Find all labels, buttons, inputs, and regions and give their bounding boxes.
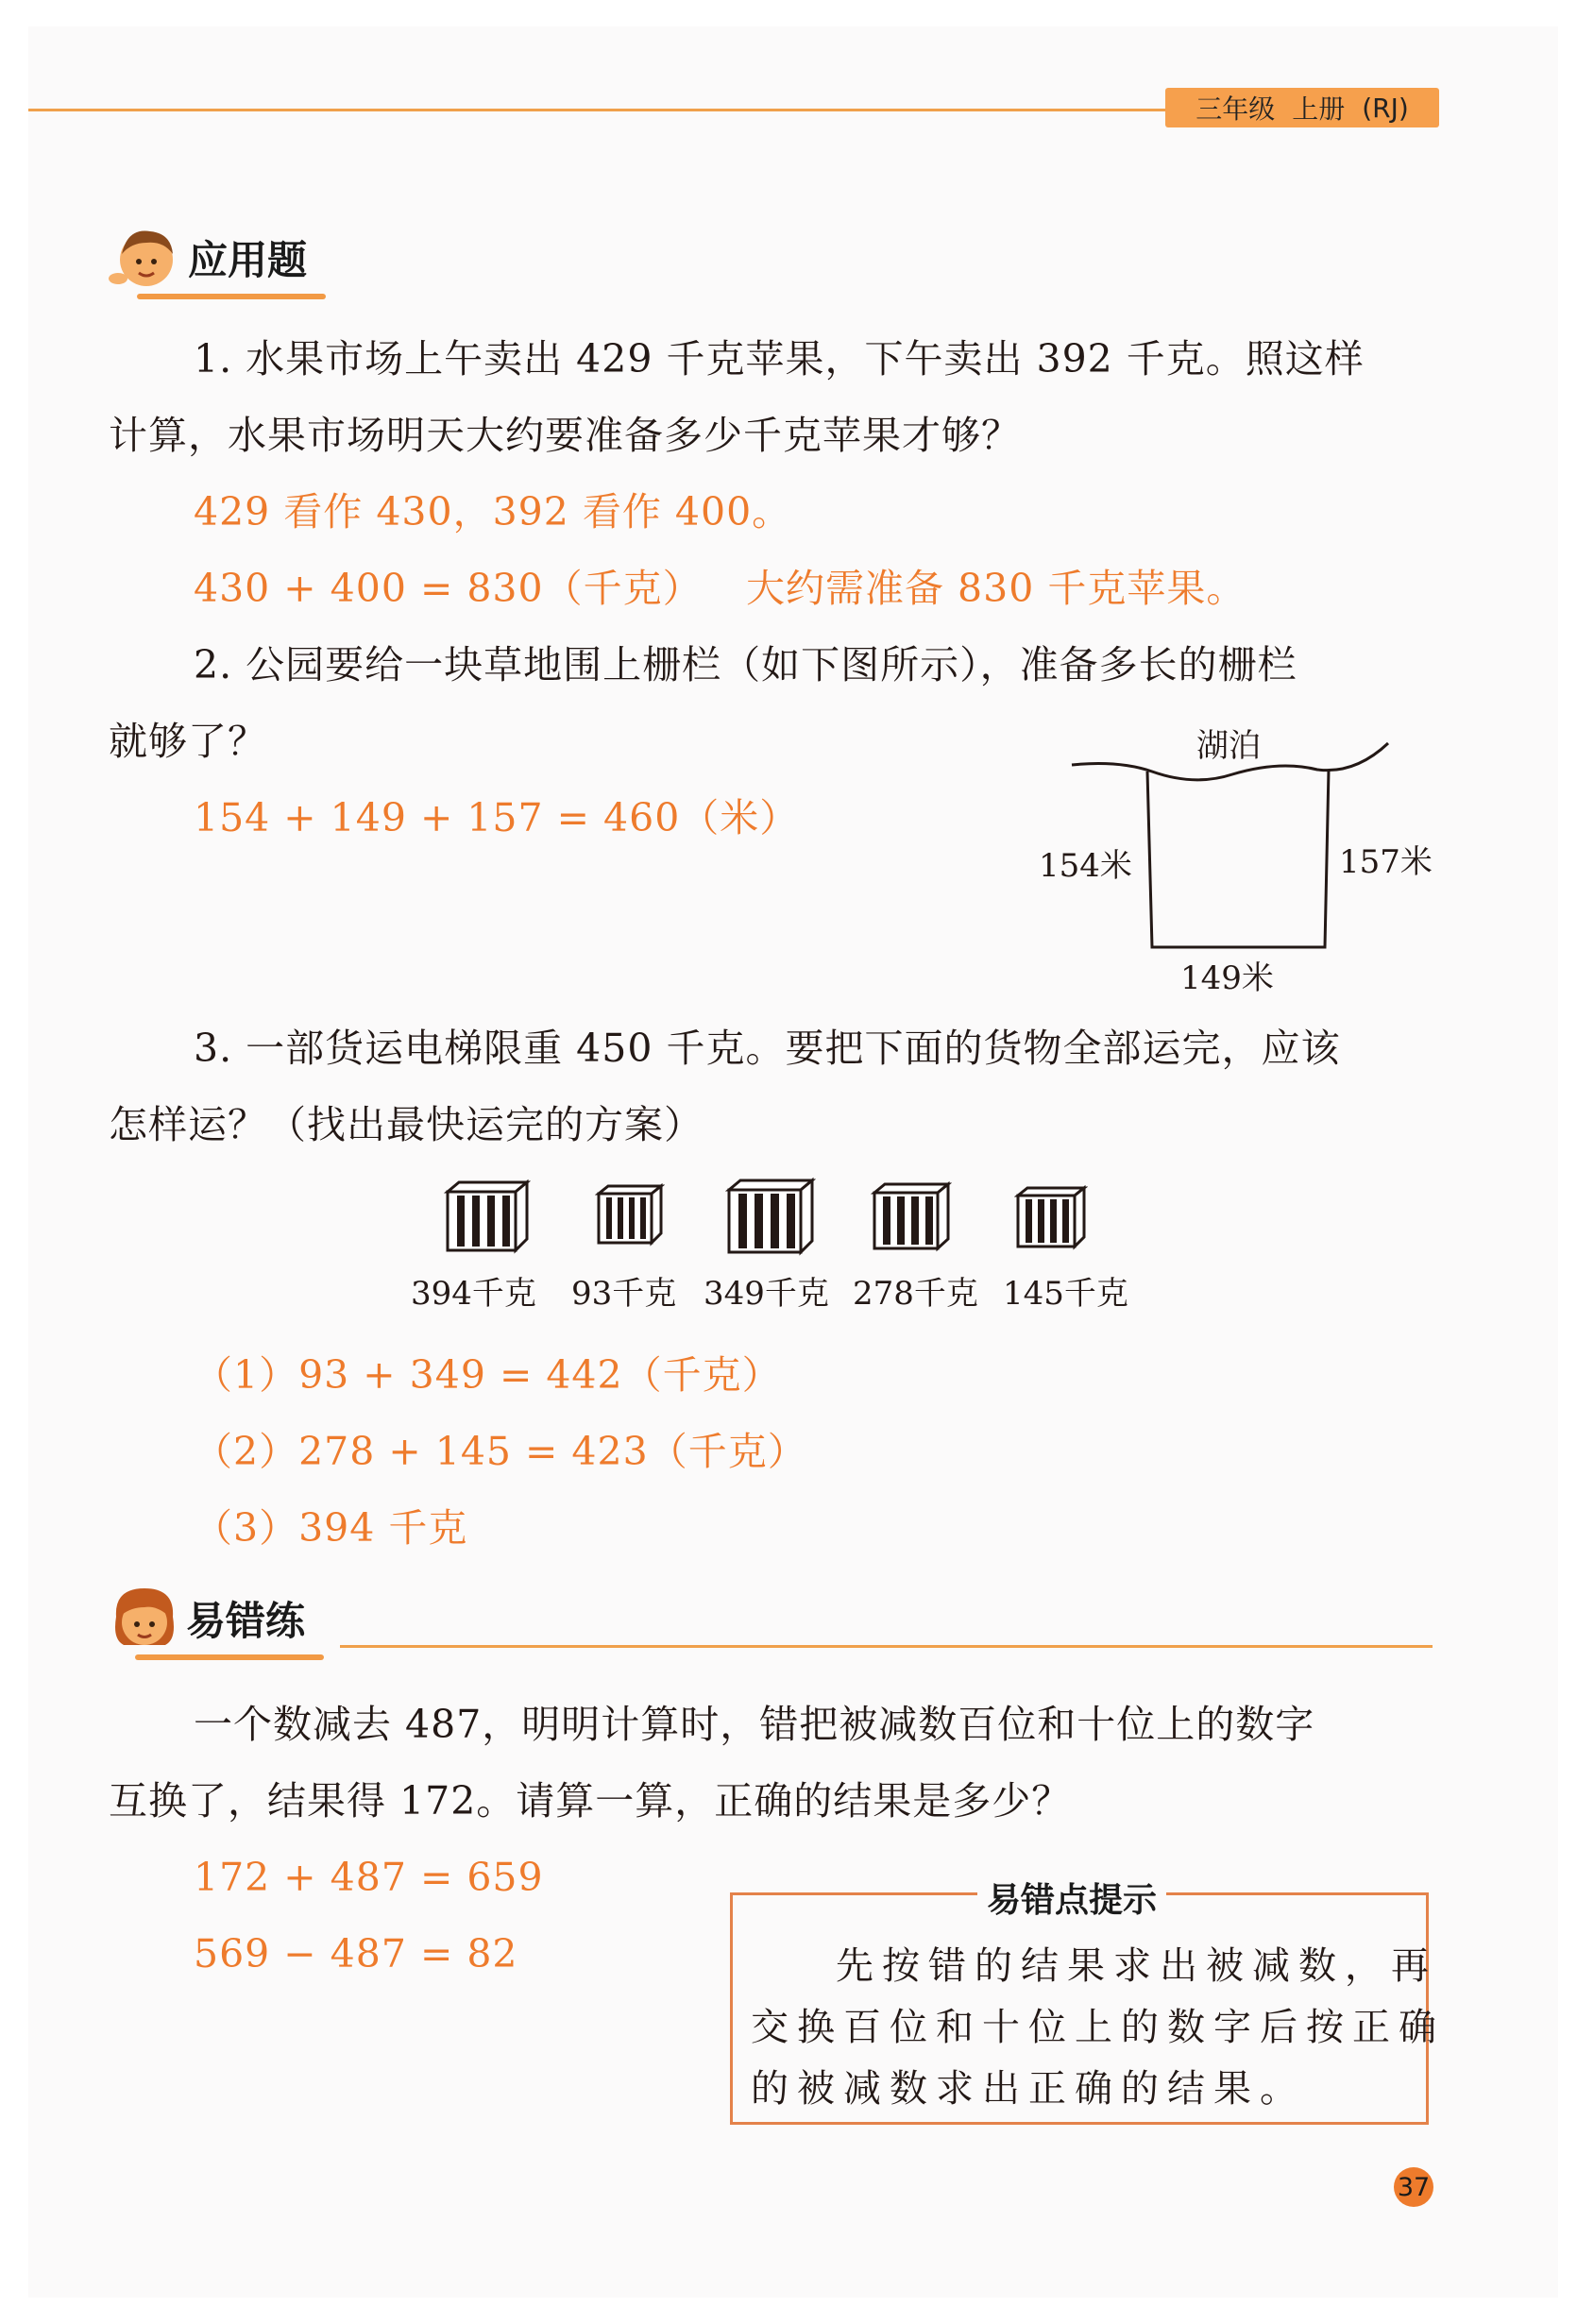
q4-answer-2: 569 − 487 = 82	[194, 1931, 518, 1976]
q1-answer-sentence: 大约需准备 830 千克苹果。	[746, 566, 1246, 611]
grade-label: 三年级	[1196, 93, 1276, 125]
crate-weight-label: 349千克	[704, 1275, 829, 1313]
page-number: 37	[1394, 2167, 1433, 2207]
q4-line2: 互换了，结果得 172。请算一算，正确的结果是多少？	[109, 1778, 1072, 1824]
section-heading-mistakes	[107, 1583, 305, 1651]
edition-label: (RJ)	[1362, 92, 1409, 124]
q4-line1: 一个数减去 487，明明计算时，错把被减数百位和十位上的数字	[194, 1702, 1315, 1747]
section-underline	[135, 1654, 324, 1660]
crate-icon	[871, 1180, 952, 1252]
bottom-side-label: 149米	[1180, 959, 1274, 997]
q3-line1: 3. 一部货运电梯限重 450 千克。要把下面的货物全部运完，应该	[194, 1026, 1341, 1071]
q3-line2: 怎样运？（找出最快运完的方案）	[109, 1102, 704, 1147]
q2-line2: 就够了？	[109, 719, 267, 764]
section-title: 易错练	[186, 1598, 306, 1644]
crate-icon	[1014, 1184, 1088, 1250]
crate-weight-label: 93千克	[571, 1275, 677, 1313]
q1-answer-estimate: 429 看作 430，392 看作 400。	[194, 489, 792, 534]
tip-title: 易错点提示	[977, 1874, 1166, 1922]
q3-answer-2: （2）278 + 145 = 423（千克）	[194, 1429, 807, 1474]
section-title: 应用题	[188, 237, 308, 283]
crate-weight-label: 278千克	[853, 1275, 978, 1313]
volume-label: 上册	[1292, 93, 1346, 125]
girl-mascot-icon	[107, 1583, 180, 1651]
crate-icon	[595, 1182, 665, 1247]
q1-answer-equation: 430 + 400 = 830（千克）	[194, 566, 703, 611]
left-side-label: 154米	[1039, 847, 1132, 885]
q3-answer-1: （1）93 + 349 = 442（千克）	[194, 1352, 782, 1398]
section-heading-applied	[109, 222, 307, 290]
q2-answer-equation: 154 + 149 + 157 = 460（米）	[194, 795, 800, 840]
tip-line: 交换百位和十位上的数字后按正确	[751, 2006, 1445, 2049]
q1-line1: 1. 水果市场上午卖出 429 千克苹果，下午卖出 392 千克。照这样	[194, 336, 1365, 382]
q3-answer-3: （3）394 千克	[194, 1505, 468, 1551]
q4-answer-1: 172 + 487 = 659	[194, 1855, 544, 1900]
boy-mascot-icon	[109, 222, 182, 290]
q2-line1: 2. 公园要给一块草地围上栅栏（如下图所示），准备多长的栅栏	[194, 642, 1297, 687]
section-rule	[340, 1645, 1433, 1648]
grade-tag	[1165, 88, 1439, 127]
crate-icon	[725, 1177, 816, 1256]
lake-label: 湖泊	[1196, 727, 1261, 765]
tip-line: 先按错的结果求出被减数，再	[836, 1944, 1437, 1988]
section-underline	[137, 294, 326, 299]
crate-icon	[444, 1179, 531, 1254]
right-side-label: 157米	[1339, 843, 1433, 881]
q1-line2: 计算，水果市场明天大约要准备多少千克苹果才够？	[109, 413, 1021, 458]
crate-weight-label: 145千克	[1003, 1275, 1128, 1313]
tip-line: 的被减数求出正确的结果。	[751, 2067, 1306, 2111]
crate-weight-label: 394千克	[411, 1275, 536, 1313]
header-rule	[28, 109, 1171, 111]
